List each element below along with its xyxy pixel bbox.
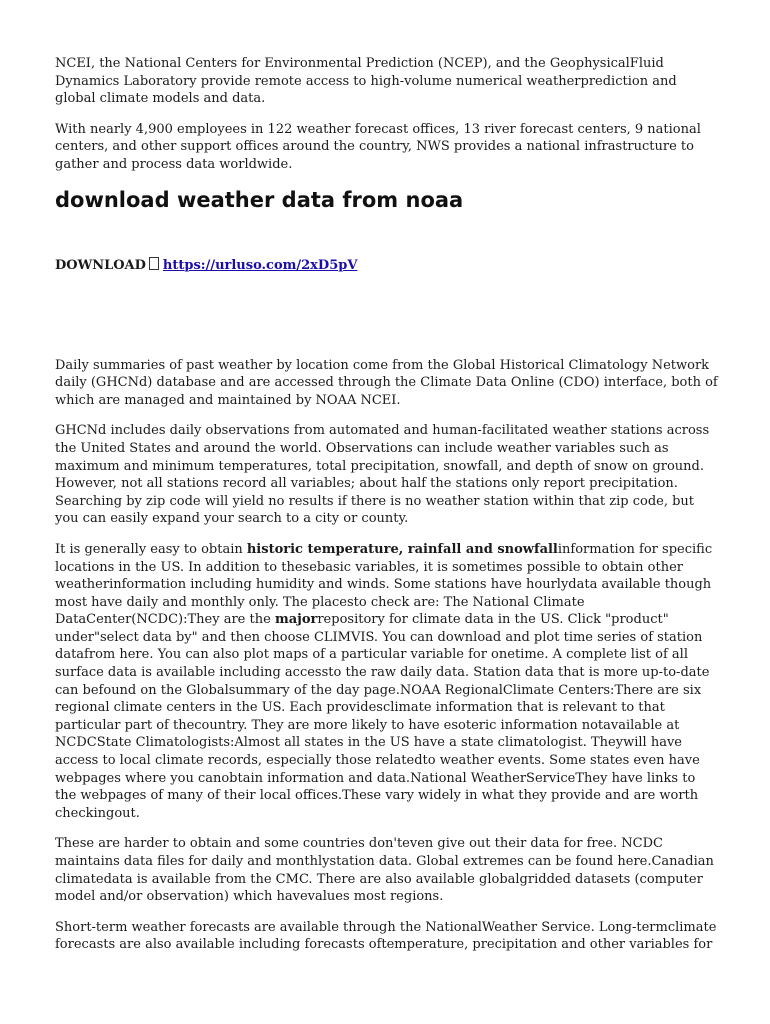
download-label: DOWNLOAD bbox=[55, 257, 146, 273]
rich-text-3: repository for climate data in the US. Click "product" under"select data by" and then choose CLIMVIS. You can download and plot time series of station datafrom here. You can also plot maps of a particular variable for onetime. A complete list of all surface data is available including accessto the raw daily data. Station data that is more up-to-date can befound on the Globalsummary of the day page.NOAA RegionalClimate Centers:There are six regional climate centers in the US. Each providesclimate information that is relevant to that particular part of thecountry. They are more likely to have esoteric information notavailable at NCDCState Climatologists:Almost all states in the US have a state climatologist. Theywill have access to local climate records, especially those relatedto weather events. Some states even have webpages where you canobtain information and data.National WeatherServiceThey have links to the webpages of many of their local offices.These vary widely in what they provide and are worth checkingout. bbox=[55, 612, 710, 821]
missing-glyph-icon bbox=[149, 257, 159, 270]
rich-bold-2: major bbox=[274, 612, 318, 628]
paragraph-forecasts: Short-term weather forecasts are available through the NationalWeather Service. Long-termclimate forecasts are also available including forecasts oftemperature, precipitation and other variables for bbox=[55, 919, 717, 953]
download-link[interactable]: https://urluso.com/2xD5pV bbox=[162, 257, 358, 273]
paragraph-ncei-intro: NCEI, the National Centers for Environmental Prediction (NCEP), and the GeophysicalFluid Dynamics Laboratory provide remote access to high-volume numerical weatherprediction and global climate models and data. bbox=[55, 56, 677, 107]
rich-text-2: information for specific locations in the US. In addition to thesebasic variables, it is sometimes possible to obtain other weatherinformation including humidity and winds. Some stations have hourlydata available though most have daily and monthly only. The placesto check are: The National Climate DataCenter(NCDC):They are the bbox=[55, 541, 713, 628]
paragraph-historic-data bbox=[55, 541, 720, 823]
page-heading: download weather data from noaa bbox=[55, 187, 464, 212]
rich-text-1: It is generally easy to obtain bbox=[55, 541, 247, 557]
paragraph-ghcnd: GHCNd includes daily observations from automated and human-facilitated weather stations across the United States and around the world. Observations can include weather variables such as maximum and minimum temperatures, total precipitation, snowfall, and depth of snow on ground. However, not all stations record all variables; about half the stations only report precipitation. Searching by zip code will yield no results if there is no weather station within that zip code, but you can easily expand your search to a city or county. bbox=[55, 423, 710, 527]
download-line bbox=[55, 257, 720, 274]
paragraph-global-data: These are harder to obtain and some countries don'teven give out their data for free. NCDC maintains data files for daily and monthlystation data. Global extremes can be found here.Canadian climatedata is available from the CMC. There are also available globalgridded datasets (computer model and/or observation) which havevalues most regions. bbox=[55, 836, 714, 905]
rich-bold-1: historic temperature, rainfall and snowfall bbox=[246, 541, 558, 557]
document-body bbox=[55, 55, 720, 967]
paragraph-daily-summaries: Daily summaries of past weather by location come from the Global Historical Climatology Network daily (GHCNd) database and are accessed through the Climate Data Online (CDO) interface, both of which are managed and maintained by NOAA NCEI. bbox=[55, 357, 718, 408]
paragraph-nws-employees: With nearly 4,900 employees in 122 weather forecast offices, 13 river forecast centers, 9 national centers, and other support offices around the country, NWS provides a national infrastructure to gather and process data worldwide. bbox=[55, 121, 701, 172]
